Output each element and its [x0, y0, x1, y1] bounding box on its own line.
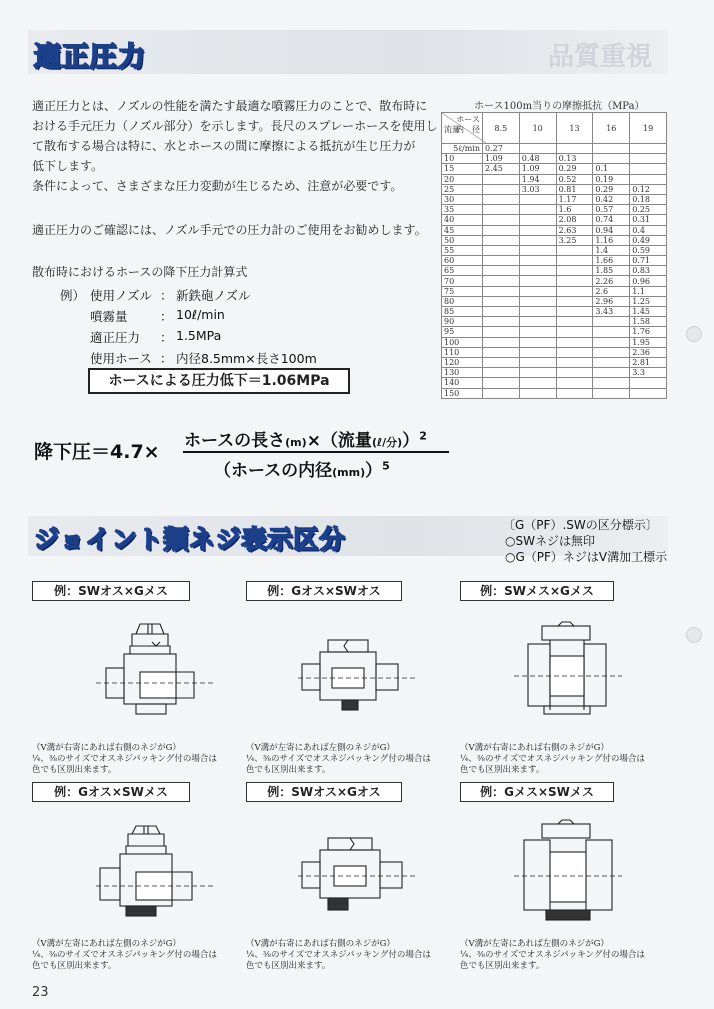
- row-flow: 120: [442, 357, 483, 367]
- joint-note-5c: 色でも区別出来ます。: [246, 961, 331, 971]
- table-cell: 0.81: [556, 184, 593, 194]
- joint-diagram-g-male-sw-female: [96, 822, 216, 930]
- table-cell: 0.59: [630, 245, 667, 255]
- section-title-pressure: 適正圧力: [34, 42, 146, 73]
- joint-note-1c: 色でも区別出来ます。: [32, 765, 117, 775]
- col-header: 19: [630, 113, 667, 144]
- table-cell: 1.45: [630, 307, 667, 317]
- table-row: [442, 245, 667, 255]
- table-cell: 2.36: [630, 347, 667, 357]
- table-cell: [483, 388, 520, 398]
- table-cell: [630, 144, 667, 154]
- col-header: 16: [593, 113, 630, 144]
- example-colon-1: ：: [160, 288, 173, 303]
- row-flow: 45: [442, 225, 483, 235]
- table-cell: 2.6: [593, 286, 630, 296]
- table-row: [442, 154, 667, 164]
- corner-flow: 流量: [444, 125, 460, 134]
- table-row: [442, 174, 667, 184]
- row-flow: 95: [442, 327, 483, 337]
- table-cell: 1.76: [630, 327, 667, 337]
- table-cell: 3.03: [519, 184, 556, 194]
- intro-line-2: おける手元圧力（ノズル部分）を示します。長尺のスプレーホースを使用し: [32, 119, 438, 133]
- table-cell: 0.74: [593, 215, 630, 225]
- formula-exponent-2: 2: [419, 429, 427, 443]
- row-flow: 100: [442, 337, 483, 347]
- table-cell: 0.83: [630, 266, 667, 276]
- result-box: ホースによる圧力低下＝1.06MPa: [88, 368, 350, 394]
- table-cell: [519, 368, 556, 378]
- table-cell: [519, 266, 556, 276]
- joint-note-2c: 色でも区別出来ます。: [246, 765, 331, 775]
- table-row: [442, 215, 667, 225]
- joint-note-4b: ¼、⅜のサイズでオスネジパッキング付の場合は: [32, 950, 217, 960]
- joint-note-1b: ¼、⅜のサイズでオスネジパッキング付の場合は: [32, 754, 217, 764]
- page-number: 23: [32, 985, 49, 1000]
- table-cell: [630, 164, 667, 174]
- table-cell: [556, 286, 593, 296]
- table-row: [442, 378, 667, 388]
- table-row: [442, 144, 667, 154]
- table-row: [442, 194, 667, 204]
- formula-unit-mm: (mm): [332, 466, 366, 479]
- example-label-hose: 使用ホース: [90, 351, 152, 366]
- table-cell: [556, 276, 593, 286]
- example-prefix: 例）: [60, 288, 86, 303]
- table-row: [442, 256, 667, 266]
- table-cell: 0.71: [630, 256, 667, 266]
- table-cell: [519, 144, 556, 154]
- row-flow: 110: [442, 347, 483, 357]
- table-cell: [593, 368, 630, 378]
- table-cell: [519, 276, 556, 286]
- table-cell: 0.18: [630, 194, 667, 204]
- table-row: [442, 276, 667, 286]
- table-row: [442, 266, 667, 276]
- table-row: [442, 235, 667, 245]
- example-colon-2: ：: [160, 309, 173, 324]
- table-cell: [519, 307, 556, 317]
- calc-title: 散布時におけるホースの降下圧力計算式: [32, 265, 248, 279]
- table-cell: [593, 347, 630, 357]
- row-flow: 10: [442, 154, 483, 164]
- table-cell: [483, 194, 520, 204]
- joint-diagram-g-female-sw-female: [514, 818, 624, 930]
- table-cell: [556, 317, 593, 327]
- joint-note-3a: （V溝が右寄にあれば右側のネジがG）: [460, 743, 609, 753]
- corner-hose: ホース: [456, 115, 480, 124]
- joint-label-4: 例：Gオス×SWメス: [32, 782, 190, 802]
- col-header: 8.5: [483, 113, 520, 144]
- table-cell: [483, 368, 520, 378]
- table-cell: 0.94: [593, 225, 630, 235]
- table-cell: [519, 378, 556, 388]
- table-cell: [519, 296, 556, 306]
- table-row: [442, 347, 667, 357]
- example-value-pressure: 1.5MPa: [176, 328, 222, 343]
- table-cell: 1.95: [630, 337, 667, 347]
- row-flow: 80: [442, 296, 483, 306]
- table-row: [442, 368, 667, 378]
- table-row: [442, 225, 667, 235]
- row-flow: 75: [442, 286, 483, 296]
- row-flow: 150: [442, 388, 483, 398]
- example-label-volume: 噴霧量: [90, 309, 128, 324]
- table-cell: [556, 296, 593, 306]
- example-value-volume: 10ℓ/min: [176, 307, 225, 322]
- table-cell: 0.57: [593, 205, 630, 215]
- table-cell: [556, 144, 593, 154]
- example-colon-3: ：: [160, 330, 173, 345]
- table-cell: 2.45: [483, 164, 520, 174]
- table-cell: [556, 245, 593, 255]
- table-cell: [519, 205, 556, 215]
- table-cell: [519, 194, 556, 204]
- table-cell: [483, 245, 520, 255]
- table-cell: [483, 378, 520, 388]
- table-cell: 0.31: [630, 215, 667, 225]
- intro-line-1: 適正圧力とは、ノズルの性能を満たす最適な噴霧圧力のことで、散布時に: [32, 99, 428, 113]
- formula-close: ）: [402, 431, 420, 451]
- table-cell: [519, 256, 556, 266]
- row-flow: 60: [442, 256, 483, 266]
- joint-note-6c: 色でも区別出来ます。: [460, 961, 545, 971]
- formula-hose-diameter: （ホースの内径: [214, 461, 333, 481]
- table-cell: 2.96: [593, 296, 630, 306]
- table-cell: [630, 388, 667, 398]
- joint-label-6: 例：Gメス×SWメス: [460, 782, 614, 802]
- table-cell: [556, 378, 593, 388]
- table-cell: [630, 154, 667, 164]
- table-cell: [483, 347, 520, 357]
- formula-lhs: 降下圧＝4.7×: [34, 441, 160, 463]
- table-cell: [556, 266, 593, 276]
- joint-note-6b: ¼、⅜のサイズでオスネジパッキング付の場合は: [460, 950, 645, 960]
- row-flow: 40: [442, 215, 483, 225]
- table-cell: [519, 347, 556, 357]
- row-flow: 15: [442, 164, 483, 174]
- formula-unit-m: (m): [285, 436, 307, 449]
- row-flow: 70: [442, 276, 483, 286]
- table-cell: 1.09: [483, 154, 520, 164]
- friction-table-wrap: [441, 112, 667, 399]
- table-cell: 0.96: [630, 276, 667, 286]
- example-value-hose: 内径8.5mm×長さ100m: [176, 351, 317, 366]
- table-cell: [593, 378, 630, 388]
- row-flow: 140: [442, 378, 483, 388]
- row-flow: 50: [442, 235, 483, 245]
- table-cell: [556, 347, 593, 357]
- col-header: 13: [556, 113, 593, 144]
- table-row: [442, 337, 667, 347]
- joint-diagram-sw-male-g-female: [96, 620, 216, 728]
- table-cell: [556, 337, 593, 347]
- row-flow: 25: [442, 184, 483, 194]
- table-cell: [519, 327, 556, 337]
- table-title: ホース100m当りの摩擦抵抗（MPa）: [474, 101, 645, 112]
- table-cell: [556, 357, 593, 367]
- table-cell: 0.19: [593, 174, 630, 184]
- table-row: [442, 357, 667, 367]
- formula-flow: ×（流量: [306, 431, 372, 451]
- joint-label-1: 例：SWオス×Gメス: [32, 581, 190, 601]
- table-row: [442, 307, 667, 317]
- joint-note-5b: ¼、⅜のサイズでオスネジパッキング付の場合は: [246, 950, 431, 960]
- table-cell: [519, 225, 556, 235]
- table-cell: 3.43: [593, 307, 630, 317]
- table-cell: [483, 276, 520, 286]
- table-cell: [556, 368, 593, 378]
- joint-note-4c: 色でも区別出来ます。: [32, 961, 117, 971]
- table-row: [442, 327, 667, 337]
- table-cell: [519, 317, 556, 327]
- table-cell: [630, 174, 667, 184]
- joint-note-2a: （V溝が左寄にあれば左側のネジがG）: [246, 743, 395, 753]
- table-cell: 0.48: [519, 154, 556, 164]
- table-cell: [519, 245, 556, 255]
- table-cell: [630, 378, 667, 388]
- formula-unit-flow: (ℓ/分): [371, 436, 403, 449]
- table-body: [442, 154, 667, 399]
- table-cell: 1.1: [630, 286, 667, 296]
- example-value-nozzle: 新鉄砲ノズル: [176, 288, 251, 303]
- formula-exponent-5: 5: [382, 459, 390, 473]
- table-cell: [483, 215, 520, 225]
- table-row: [442, 296, 667, 306]
- table-corner: [442, 113, 483, 144]
- joint-note-3c: 色でも区別出来ます。: [460, 765, 545, 775]
- table-cell: 2.26: [593, 276, 630, 286]
- formula-denominator: [214, 456, 390, 481]
- ghost-text: 品質重視: [548, 42, 653, 72]
- table-row: [442, 184, 667, 194]
- table-cell: [483, 266, 520, 276]
- table-cell: [483, 184, 520, 194]
- table-cell: 2.08: [556, 215, 593, 225]
- section-title-joints: ジョイント類ネジ表示区分: [34, 525, 346, 554]
- table-cell: [483, 174, 520, 184]
- table-cell: 1.25: [630, 296, 667, 306]
- table-cell: 3.3: [630, 368, 667, 378]
- joint-label-2: 例：Gオス×SWオス: [246, 581, 402, 601]
- formula-hose-length: ホースの長さ: [184, 431, 286, 451]
- joint-note-4a: （V溝が左寄にあれば左側のネジがG）: [32, 939, 181, 949]
- example-label-nozzle: 使用ノズル: [90, 288, 153, 303]
- table-cell: 2.81: [630, 357, 667, 367]
- row-flow: 35: [442, 205, 483, 215]
- intro-line-3: て散布する場合は特に、水とホースの間に摩擦による抵抗が生じ圧力が: [32, 139, 416, 153]
- confirm-text: 適正圧力のご確認には、ノズル手元での圧力計のご使用をお勧めします。: [32, 223, 427, 237]
- sw-legend-line-2: ○G（PF）ネジはV溝加工標示: [505, 550, 668, 564]
- example-colon-4: ：: [160, 351, 173, 366]
- table-cell: [519, 337, 556, 347]
- sw-legend-line-1: ○SWネジは無印: [505, 534, 595, 548]
- joint-label-5: 例：SWオス×Gオス: [246, 782, 402, 802]
- row-unit: 5ℓ/min: [442, 144, 483, 154]
- table-cell: [593, 317, 630, 327]
- table-cell: [483, 307, 520, 317]
- table-cell: 0.49: [630, 235, 667, 245]
- joint-diagram-sw-female-g-female: [514, 620, 624, 728]
- formula-den-close: ）: [365, 461, 383, 481]
- table-cell: [483, 296, 520, 306]
- table-cell: [483, 225, 520, 235]
- table-cell: [556, 388, 593, 398]
- table-cell: 3.25: [556, 235, 593, 245]
- sw-legend-title: 〔G（PF）.SWの区分標示〕: [503, 518, 658, 532]
- table-cell: 0.1: [593, 164, 630, 174]
- row-flow: 20: [442, 174, 483, 184]
- table-cell: [483, 327, 520, 337]
- table-cell: [519, 235, 556, 245]
- table-cell: 1.16: [593, 235, 630, 245]
- table-cell: 1.85: [593, 266, 630, 276]
- table-cell: [556, 307, 593, 317]
- joint-note-3b: ¼、⅜のサイズでオスネジパッキング付の場合は: [460, 754, 645, 764]
- table-row: [442, 317, 667, 327]
- table-cell: [519, 357, 556, 367]
- table-cell: [519, 286, 556, 296]
- table-cell: 0.27: [483, 144, 520, 154]
- table-cell: 0.13: [556, 154, 593, 164]
- table-cell: [556, 327, 593, 337]
- joint-diagram-g-male-sw-male: [298, 630, 418, 728]
- joint-note-1a: （V溝が右寄にあれば右側のネジがG）: [32, 743, 181, 753]
- table-cell: 0.42: [593, 194, 630, 204]
- table-cell: 1.17: [556, 194, 593, 204]
- table-cell: [483, 256, 520, 266]
- intro-line-4: 低下します。: [32, 159, 104, 173]
- row-flow: 130: [442, 368, 483, 378]
- table-cell: 0.12: [630, 184, 667, 194]
- table-cell: 0.52: [556, 174, 593, 184]
- table-cell: 2.63: [556, 225, 593, 235]
- table-cell: 1.4: [593, 245, 630, 255]
- table-cell: [483, 205, 520, 215]
- table-cell: [483, 317, 520, 327]
- table-cell: [519, 388, 556, 398]
- table-cell: [556, 256, 593, 266]
- table-cell: [483, 235, 520, 245]
- intro-line-5: 条件によって、さまざまな圧力変動が生じるため、注意が必要です。: [32, 179, 403, 193]
- table-cell: [593, 388, 630, 398]
- table-row: [442, 205, 667, 215]
- table-cell: 0.29: [556, 164, 593, 174]
- table-row: [442, 388, 667, 398]
- example-label-pressure: 適正圧力: [90, 330, 141, 345]
- binder-hole-bottom: [686, 627, 702, 643]
- table-cell: [593, 337, 630, 347]
- table-cell: [593, 154, 630, 164]
- table-cell: [593, 327, 630, 337]
- table-cell: 0.4: [630, 225, 667, 235]
- table-cell: 1.94: [519, 174, 556, 184]
- row-flow: 90: [442, 317, 483, 327]
- row-flow: 65: [442, 266, 483, 276]
- formula-numerator: [184, 426, 427, 451]
- table-row: [442, 164, 667, 174]
- table-cell: [483, 337, 520, 347]
- joint-diagram-sw-male-g-male: [298, 828, 418, 928]
- table-cell: [593, 144, 630, 154]
- table-cell: [483, 286, 520, 296]
- table-cell: 1.58: [630, 317, 667, 327]
- row-flow: 30: [442, 194, 483, 204]
- joint-note-6a: （V溝が左寄にあれば左側のネジがG）: [460, 939, 609, 949]
- table-cell: [483, 357, 520, 367]
- friction-table: [441, 112, 667, 399]
- joint-label-3: 例：SWメス×Gメス: [460, 581, 614, 601]
- table-cell: 1.09: [519, 164, 556, 174]
- row-flow: 85: [442, 307, 483, 317]
- table-cell: 1.66: [593, 256, 630, 266]
- table-cell: 0.29: [593, 184, 630, 194]
- table-cell: 1.6: [556, 205, 593, 215]
- joint-note-5a: （V溝が右寄にあれば右側のネジがG）: [246, 939, 395, 949]
- formula-fraction-bar: [183, 451, 449, 453]
- table-cell: [519, 215, 556, 225]
- corner-diameter: 内 径: [456, 125, 480, 134]
- binder-hole-top: [686, 326, 702, 342]
- joint-note-2b: ¼、⅜のサイズでオスネジパッキング付の場合は: [246, 754, 431, 764]
- table-row: [442, 286, 667, 296]
- table-cell: [593, 357, 630, 367]
- col-header: 10: [519, 113, 556, 144]
- row-flow: 55: [442, 245, 483, 255]
- table-cell: 0.25: [630, 205, 667, 215]
